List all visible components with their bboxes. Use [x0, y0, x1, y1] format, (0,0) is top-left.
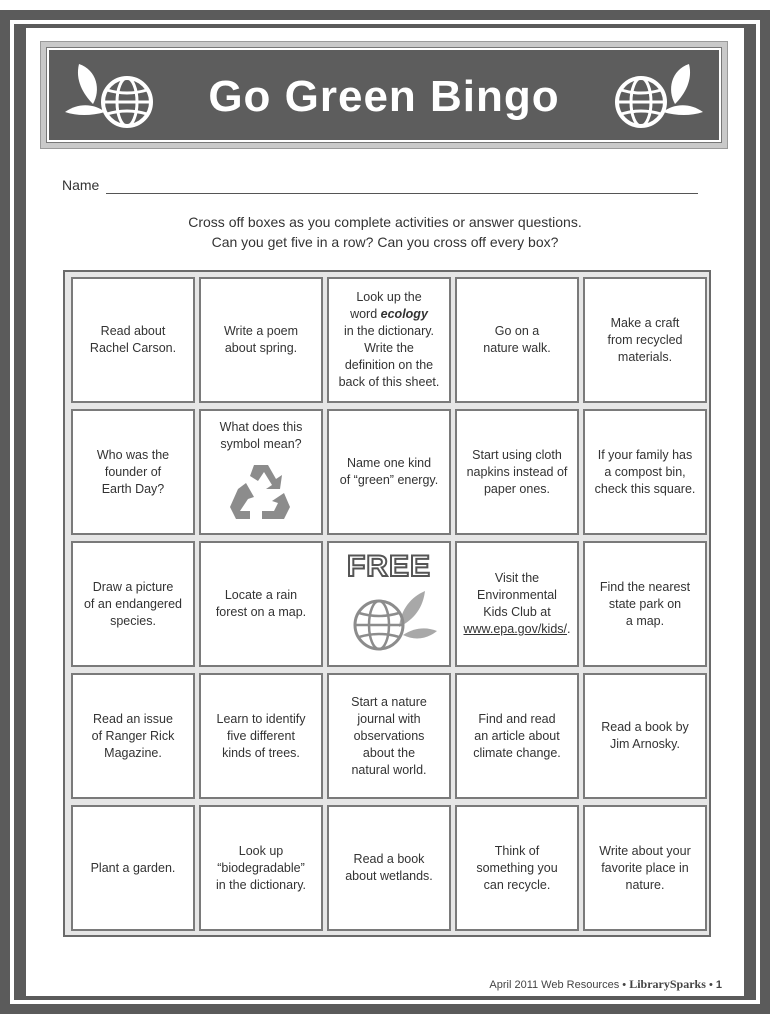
- globe-leaf-icon: [607, 60, 707, 135]
- footer-date: April 2011 Web Resources: [489, 979, 620, 991]
- page-title: Go Green Bingo: [208, 72, 560, 121]
- footer-bullet: •: [622, 979, 627, 991]
- bingo-cell[interactable]: [199, 805, 323, 931]
- cell-text-wrap: [463, 570, 570, 638]
- bingo-cell[interactable]: [199, 541, 323, 667]
- cell-text: Find and read an article about climate change.: [473, 711, 561, 760]
- bingo-cell[interactable]: [327, 805, 451, 931]
- bingo-cell[interactable]: [327, 277, 451, 403]
- page-footer: [489, 977, 722, 992]
- bingo-cell[interactable]: [327, 409, 451, 535]
- title-banner: [47, 48, 721, 142]
- cell-text: Plant a garden.: [90, 860, 176, 875]
- name-field[interactable]: [106, 193, 698, 194]
- cell-text: What does this symbol mean?: [219, 420, 303, 451]
- cell-text: Write a poem about spring.: [223, 324, 299, 355]
- cell-text: Visit the Environmental Kids Club at: [477, 571, 557, 619]
- name-label: Name: [62, 177, 100, 193]
- bingo-cell[interactable]: [455, 277, 579, 403]
- cell-text: Locate a rain forest on a map.: [215, 588, 307, 619]
- instructions-line-2: Can you get five in a row? Can you cross off every box?: [211, 234, 559, 250]
- link-row: [463, 621, 570, 638]
- cell-text: Find the nearest state park on a map.: [599, 579, 691, 628]
- bingo-cell[interactable]: [583, 277, 707, 403]
- cell-text: Name one kind of “green” energy.: [339, 456, 439, 487]
- cell-text: Think of something you can recycle.: [476, 843, 558, 892]
- bingo-cell[interactable]: [455, 541, 579, 667]
- footer-bullet: •: [708, 979, 713, 991]
- emphasized-word: ecology: [380, 307, 428, 321]
- cell-text: Look up “biodegradable” in the dictionary.: [215, 843, 307, 892]
- cell-text: Learn to identify five different kinds of trees.: [216, 711, 306, 760]
- bingo-cell[interactable]: [455, 805, 579, 931]
- bingo-cell[interactable]: [71, 805, 195, 931]
- cell-text: Read an issue of Ranger Rick Magazine.: [91, 711, 175, 760]
- cell-text: Go on a nature walk.: [483, 324, 551, 355]
- cell-text: If your family has a compost bin, check this square.: [594, 447, 696, 496]
- cell-text: Draw a picture of an endangered species.: [83, 579, 182, 628]
- name-row: [62, 175, 702, 197]
- bingo-cell[interactable]: [71, 409, 195, 535]
- free-space-label: FREE: [346, 550, 431, 583]
- bingo-cell[interactable]: [327, 541, 451, 667]
- bingo-cell[interactable]: [455, 409, 579, 535]
- footer-brand: LibrarySparks: [629, 977, 706, 991]
- bingo-cell[interactable]: [583, 409, 707, 535]
- cell-text: Write about your favorite place in nature.: [599, 843, 691, 892]
- link-suffix: .: [567, 622, 571, 636]
- bingo-cell[interactable]: [583, 805, 707, 931]
- globe-leaf-icon: [339, 583, 439, 658]
- cell-text: Read a book about wetlands.: [345, 852, 433, 883]
- cell-text: Read about Rachel Carson.: [89, 324, 177, 355]
- bingo-cell[interactable]: [71, 673, 195, 799]
- bingo-cell[interactable]: [199, 673, 323, 799]
- cell-text: Start using cloth napkins instead of paper ones.: [466, 447, 568, 496]
- bingo-cell[interactable]: [71, 277, 195, 403]
- page-number: 1: [715, 979, 722, 991]
- bingo-cell[interactable]: [71, 541, 195, 667]
- cell-text: Read a book by Jim Arnosky.: [601, 720, 689, 751]
- recycle-icon: [228, 459, 294, 530]
- epa-kids-link[interactable]: www.epa.gov/kids/: [463, 622, 568, 636]
- bingo-cell[interactable]: [583, 541, 707, 667]
- bingo-cell[interactable]: [199, 409, 323, 535]
- cell-text: Who was the founder of Earth Day?: [96, 447, 170, 496]
- cell-text: Make a craft from recycled materials.: [607, 315, 683, 364]
- bingo-cell[interactable]: [327, 673, 451, 799]
- cell-text: Start a nature journal with observations about the natural world.: [351, 694, 427, 777]
- cell-text: Look up the word ecology in the dictionary. Write the definition on the back of this sheet.: [338, 290, 440, 389]
- bingo-grid: [63, 270, 711, 937]
- instructions-line-1: Cross off boxes as you complete activities or answer questions.: [188, 214, 582, 230]
- bingo-cell[interactable]: [199, 277, 323, 403]
- bingo-cell[interactable]: [455, 673, 579, 799]
- bingo-cell[interactable]: [583, 673, 707, 799]
